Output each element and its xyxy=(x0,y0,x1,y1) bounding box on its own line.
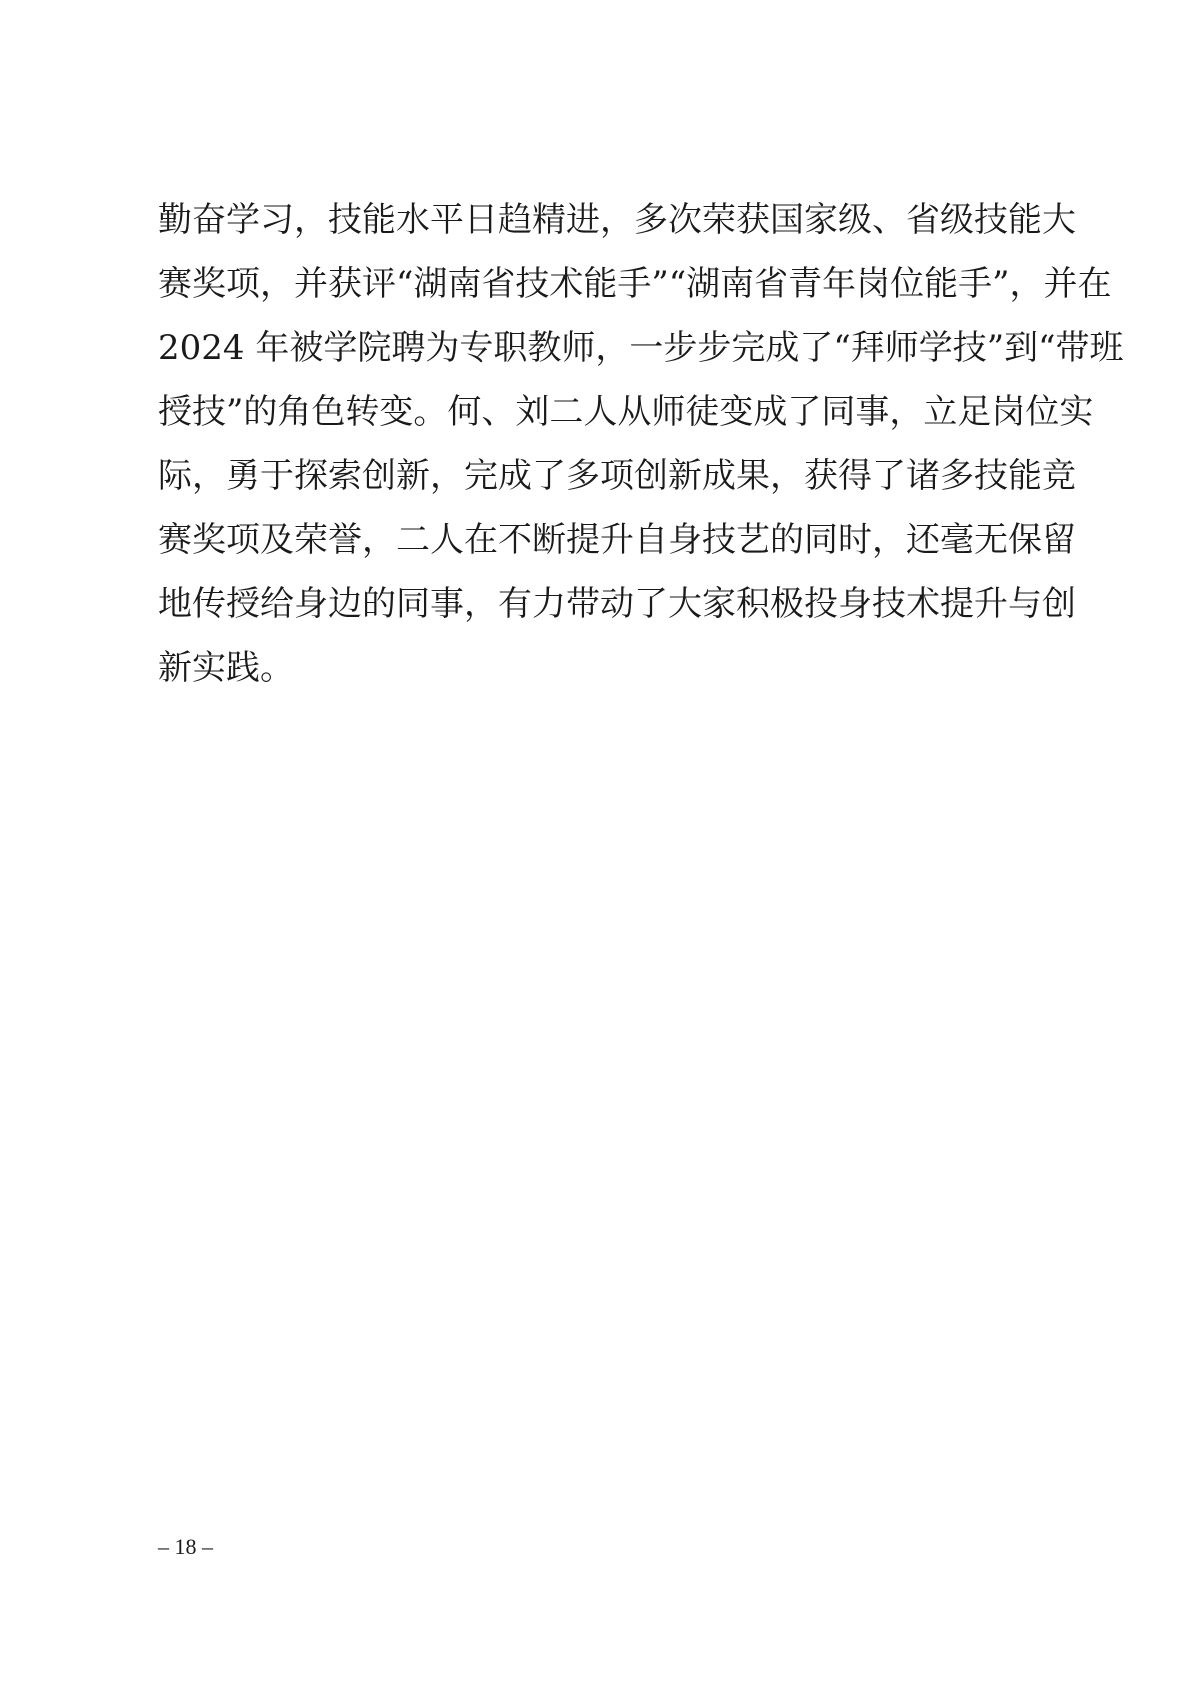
paragraph-line: 勤奋学习，技能水平日趋精进，多次荣获国家级、省级技能大 xyxy=(158,200,1076,240)
paragraph-line: 赛奖项，并获评“湖南省技术能手”“湖南省青年岗位能手”，并在 xyxy=(158,264,1112,304)
paragraph-line: 新实践。 xyxy=(158,648,294,688)
page-number: – 18 – xyxy=(158,1534,213,1559)
paragraph-line: 地传授给身边的同事，有力带动了大家积极投身技术提升与创 xyxy=(158,584,1076,624)
body-paragraph xyxy=(158,188,1124,700)
paragraph-line: 2024 年被学院聘为专职教师，一步步完成了“拜师学技”到“带班 xyxy=(158,328,1124,368)
paragraph-line: 赛奖项及荣誉，二人在不断提升自身技艺的同时，还毫无保留 xyxy=(158,520,1076,560)
paragraph-line: 授技”的角色转变。何、刘二人从师徒变成了同事，立足岗位实 xyxy=(158,392,1094,432)
paragraph-line: 际，勇于探索创新，完成了多项创新成果，获得了诸多技能竞 xyxy=(158,456,1076,496)
